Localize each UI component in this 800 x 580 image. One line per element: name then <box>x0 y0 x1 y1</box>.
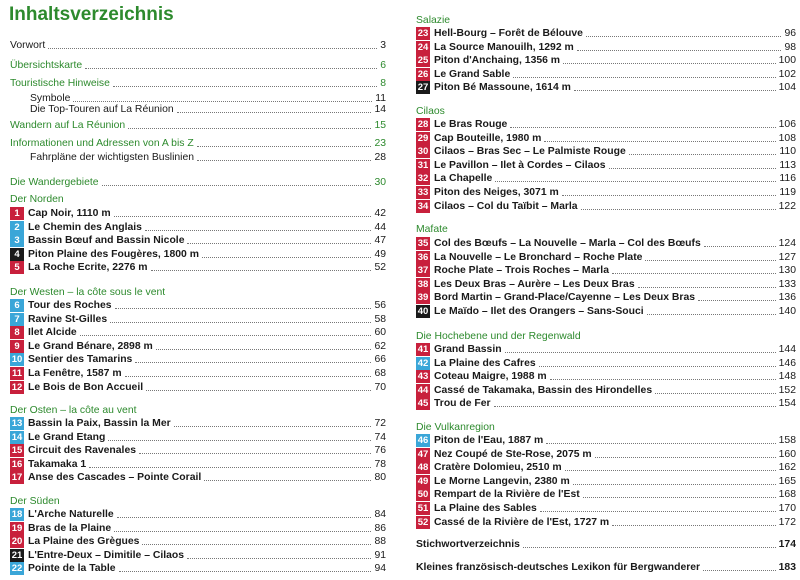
tour-entry <box>416 199 796 214</box>
toc-entry <box>416 560 796 575</box>
tour-entry <box>416 369 796 384</box>
entry-title: Informationen und Adressen von A bis Z <box>10 138 194 149</box>
entry-title: Pointe de la Table <box>28 563 116 574</box>
entry-title: Cassé de la Rivière de l'Est, 1727 m <box>434 517 610 528</box>
leader-dots <box>495 181 776 182</box>
entry-title: Le Pavillon – Ilet à Cordes – Cilaos <box>434 160 606 171</box>
tour-entry <box>416 501 796 516</box>
entry-title: L'Entre-Deux – Dimitile – Cilaos <box>28 550 185 561</box>
tour-entry <box>416 342 796 357</box>
entry-title: Col des Bœufs – La Nouvelle – Marla – Col des Bœufs <box>434 238 701 249</box>
leader-dots <box>612 525 775 526</box>
page-number: 11 <box>375 93 386 104</box>
region-heading: Die Vulkanregion <box>416 422 495 433</box>
leader-dots <box>540 511 776 512</box>
page-number: 160 <box>778 449 796 460</box>
page-number: 100 <box>778 55 796 66</box>
tour-entry <box>416 171 796 186</box>
tour-number-badge: 30 <box>417 146 429 157</box>
leader-dots <box>128 128 371 129</box>
entry-title: Piton des Neiges, 3071 m <box>434 187 559 198</box>
region-heading: Cilaos <box>416 106 445 117</box>
entry-title: Cassé de Takamaka, Bassin des Hirondelles <box>434 385 653 396</box>
toc-entry <box>10 118 386 133</box>
page-number: 183 <box>778 562 796 573</box>
page-number: 170 <box>778 503 796 514</box>
tour-number-badge: 31 <box>417 160 429 171</box>
leader-dots <box>177 112 372 113</box>
tour-number-badge: 3 <box>10 234 24 247</box>
tour-number-badge: 8 <box>10 326 24 339</box>
page-number: 80 <box>374 472 386 483</box>
page-number: 28 <box>374 152 386 163</box>
toc-entry <box>10 175 386 190</box>
page-number: 47 <box>374 235 386 246</box>
toc-entry <box>10 102 386 117</box>
tour-entry <box>416 433 796 448</box>
leader-dots <box>115 308 372 309</box>
tour-entry <box>10 352 386 367</box>
leader-dots <box>539 366 776 367</box>
page-number: 119 <box>779 187 796 198</box>
entry-title: Rempart de la Rivière de l'Est <box>434 489 580 500</box>
tour-number-badge: 44 <box>417 385 429 396</box>
page-number: 154 <box>778 398 796 409</box>
page-number: 58 <box>374 314 386 325</box>
leader-dots <box>586 36 781 37</box>
entry-title: Takamaka 1 <box>28 459 87 470</box>
page-number: 42 <box>374 208 386 219</box>
entry-title: Le Bois de Bon Accueil <box>28 382 144 393</box>
tour-entry <box>10 366 386 381</box>
leader-dots <box>550 379 776 380</box>
leader-dots <box>135 362 371 363</box>
page-number: 133 <box>778 279 796 290</box>
tour-number-badge: 49 <box>417 476 429 487</box>
entry-title: Cilaos – Bras Sec – Le Palmiste Rouge <box>434 146 626 157</box>
tour-entry <box>416 80 796 95</box>
leader-dots <box>609 168 777 169</box>
page-number: 78 <box>374 459 386 470</box>
leader-dots <box>523 547 776 548</box>
page-number: 56 <box>374 300 386 311</box>
tour-number-badge: 50 <box>417 489 429 500</box>
page-number: 165 <box>778 476 796 487</box>
tour-number-badge: 38 <box>417 279 429 290</box>
page-number: 124 <box>778 238 796 249</box>
leader-dots <box>494 406 776 407</box>
tour-entry <box>10 325 386 340</box>
entry-title: Anse des Cascades – Pointe Corail <box>28 472 202 483</box>
page-number: 91 <box>374 550 386 561</box>
tour-number-badge: 25 <box>417 55 429 66</box>
tour-entry <box>416 117 796 132</box>
page-number: 140 <box>778 306 796 317</box>
page-number: 3 <box>380 40 386 51</box>
leader-dots <box>202 257 372 258</box>
tour-entry <box>416 290 796 305</box>
region-heading: Der Westen – la côte sous le vent <box>10 287 166 298</box>
leader-dots <box>513 77 775 78</box>
leader-dots <box>204 480 371 481</box>
tour-entry <box>10 416 386 431</box>
tour-number-badge: 41 <box>417 344 429 355</box>
entry-title: Tour des Roches <box>28 300 112 311</box>
leader-dots <box>145 230 372 231</box>
entry-title: Cap Noir, 1110 m <box>28 208 111 219</box>
page-number: 168 <box>778 489 796 500</box>
entry-title: Wandern auf La Réunion <box>10 120 126 131</box>
leader-dots <box>139 453 371 454</box>
tour-entry <box>10 470 386 485</box>
leader-dots <box>544 141 775 142</box>
entry-title: Bras de la Plaine <box>28 523 112 534</box>
leader-dots <box>581 209 776 210</box>
entry-title: La Plaine des Grègues <box>28 536 140 547</box>
leader-dots <box>174 426 372 427</box>
toc-entry <box>10 38 386 53</box>
tour-number-badge: 4 <box>10 248 24 261</box>
entry-title: Touristische Hinweise <box>10 78 110 89</box>
leader-dots <box>647 314 776 315</box>
tour-number-badge: 43 <box>417 371 429 382</box>
page-number: 88 <box>374 536 386 547</box>
entry-title: Cilaos – Col du Taïbit – Marla <box>434 201 578 212</box>
leader-dots <box>573 484 776 485</box>
tour-number-badge: 20 <box>11 536 23 547</box>
tour-entry <box>10 443 386 458</box>
tour-entry <box>10 233 386 248</box>
entry-title: La Plaine des Cafres <box>434 358 536 369</box>
leader-dots <box>612 273 776 274</box>
leader-dots <box>577 50 782 51</box>
leader-dots <box>638 287 776 288</box>
page-number: 122 <box>778 201 796 212</box>
tour-number-badge: 42 <box>417 358 429 369</box>
entry-title: Le Morne Langevin, 2380 m <box>434 476 570 487</box>
leader-dots <box>114 216 372 217</box>
page-number: 66 <box>374 354 386 365</box>
tour-number-badge: 6 <box>10 299 24 312</box>
entry-title: Ilet Alcide <box>28 327 77 338</box>
page-number: 8 <box>380 78 386 89</box>
leader-dots <box>510 127 775 128</box>
entry-title: Bassin Bœuf and Bassin Nicole <box>28 235 185 246</box>
entry-title: Le Bras Rouge <box>434 119 508 130</box>
leader-dots <box>698 300 776 301</box>
page-number: 162 <box>778 462 796 473</box>
leader-dots <box>80 335 372 336</box>
tour-number-badge: 12 <box>11 382 23 393</box>
entry-title: Piton Plaine des Fougères, 1800 m <box>28 249 199 260</box>
tour-entry <box>10 206 386 221</box>
entry-title: Nez Coupé de Ste-Rose, 2075 m <box>434 449 592 460</box>
entry-title: Le Grand Etang <box>28 432 106 443</box>
page-title: Inhaltsverzeichnis <box>9 4 174 25</box>
toc-entry <box>10 136 386 151</box>
tour-entry <box>416 144 796 159</box>
tour-number-badge: 5 <box>10 261 24 274</box>
leader-dots <box>187 558 371 559</box>
page-number: 144 <box>778 344 796 355</box>
tour-number-badge: 13 <box>11 418 23 429</box>
toc-entry <box>10 76 386 91</box>
tour-number-badge: 39 <box>417 292 429 303</box>
entry-title: Le Grand Bénare, 2898 m <box>28 341 153 352</box>
leader-dots <box>114 531 371 532</box>
tour-number-badge: 19 <box>11 523 23 534</box>
tour-number-badge: 14 <box>11 432 23 443</box>
tour-number-badge: 15 <box>11 445 23 456</box>
tour-entry <box>10 260 386 275</box>
region-heading: Salazie <box>416 15 451 26</box>
leader-dots <box>595 457 776 458</box>
tour-entry <box>416 304 796 319</box>
region-heading: Die Hochebene und der Regenwald <box>416 331 581 342</box>
entry-title: La Chapelle <box>434 173 493 184</box>
tour-number-badge: 32 <box>417 173 429 184</box>
page-number: 84 <box>374 509 386 520</box>
tour-number-badge: 7 <box>10 313 24 326</box>
tour-number-badge: 29 <box>417 133 429 144</box>
entry-title: Circuit des Ravenales <box>28 445 136 456</box>
entry-title: Fahrpläne der wichtigsten Buslinien <box>30 152 195 163</box>
entry-title: Piton Bé Massoune, 1614 m <box>434 82 571 93</box>
entry-title: L'Arche Naturelle <box>28 509 114 520</box>
page-number: 62 <box>374 341 386 352</box>
leader-dots <box>574 90 776 91</box>
leader-dots <box>546 443 775 444</box>
page-number: 23 <box>374 138 386 149</box>
tour-entry <box>10 298 386 313</box>
page-number: 116 <box>779 173 796 184</box>
page-number: 127 <box>778 252 796 263</box>
tour-number-badge: 34 <box>417 201 429 212</box>
entry-title: Grand Bassin <box>434 344 502 355</box>
page-number: 86 <box>374 523 386 534</box>
tour-number-badge: 11 <box>11 368 23 379</box>
leader-dots <box>197 146 372 147</box>
leader-dots <box>89 467 371 468</box>
tour-entry <box>10 561 386 576</box>
page-number: 15 <box>374 120 386 131</box>
tour-number-badge: 21 <box>11 550 23 561</box>
leader-dots <box>505 352 776 353</box>
page-number: 70 <box>374 382 386 393</box>
tour-number-badge: 48 <box>417 462 429 473</box>
leader-dots <box>562 195 777 196</box>
leader-dots <box>197 160 371 161</box>
leader-dots <box>704 246 776 247</box>
tour-number-badge: 24 <box>417 42 429 53</box>
page-number: 110 <box>779 146 796 157</box>
entry-title: La Plaine des Sables <box>434 503 537 514</box>
page-number: 76 <box>374 445 386 456</box>
tour-number-badge: 2 <box>10 221 24 234</box>
leader-dots <box>563 63 776 64</box>
entry-title: Le Maïdo – Ilet des Orangers – Sans-Souci <box>434 306 644 317</box>
tour-entry <box>416 53 796 68</box>
entry-title: Ravine St-Gilles <box>28 314 108 325</box>
page-number: 30 <box>374 177 386 188</box>
leader-dots <box>645 260 775 261</box>
tour-entry <box>416 460 796 475</box>
leader-dots <box>629 154 777 155</box>
page-number: 172 <box>778 517 796 528</box>
entry-title: Bassin la Paix, Bassin la Mer <box>28 418 171 429</box>
page-number: 74 <box>374 432 386 443</box>
entry-title: Le Chemin des Anglais <box>28 222 142 233</box>
leader-dots <box>102 185 372 186</box>
tour-number-badge: 16 <box>11 459 23 470</box>
tour-entry <box>416 396 796 411</box>
entry-title: Piton d'Anchaing, 1356 m <box>434 55 561 66</box>
tour-entry <box>416 185 796 200</box>
entry-title: Die Wandergebiete <box>10 177 99 188</box>
leader-dots <box>110 322 371 323</box>
leader-dots <box>113 86 377 87</box>
leader-dots <box>142 544 371 545</box>
tour-number-badge: 17 <box>11 472 23 483</box>
page-number: 113 <box>779 160 796 171</box>
page-number: 44 <box>374 222 386 233</box>
tour-number-badge: 26 <box>417 69 429 80</box>
leader-dots <box>48 48 377 49</box>
toc-entry <box>10 150 386 165</box>
tour-number-badge: 22 <box>11 563 23 574</box>
entry-title: La Nouvelle – Le Bronchard – Roche Plate <box>434 252 643 263</box>
region-heading: Der Osten – la côte au vent <box>10 405 137 416</box>
tour-number-badge: 1 <box>10 207 24 220</box>
page-number: 52 <box>374 262 386 273</box>
entry-title: La Roche Ecrite, 2276 m <box>28 262 148 273</box>
leader-dots <box>565 470 776 471</box>
page-number: 68 <box>374 368 386 379</box>
page-number: 14 <box>374 104 386 115</box>
page-number: 98 <box>784 42 796 53</box>
region-heading: Der Norden <box>10 194 64 205</box>
entry-title: Hell-Bourg – Forêt de Bélouve <box>434 28 583 39</box>
page-number: 130 <box>778 265 796 276</box>
tour-entry <box>416 236 796 251</box>
page-number: 102 <box>778 69 796 80</box>
entry-title: Kleines französisch-deutsches Lexikon für Bergwanderer <box>416 562 701 573</box>
tour-number-badge: 35 <box>417 238 429 249</box>
tour-number-badge: 33 <box>417 187 429 198</box>
page-number: 152 <box>778 385 796 396</box>
leader-dots <box>117 517 372 518</box>
page-number: 108 <box>778 133 796 144</box>
page-number: 96 <box>784 28 796 39</box>
tour-number-badge: 37 <box>417 265 429 276</box>
tour-entry <box>10 507 386 522</box>
page-number: 60 <box>374 327 386 338</box>
page-number: 49 <box>374 249 386 260</box>
entry-title: Übersichtskarte <box>10 60 83 71</box>
tour-number-badge: 40 <box>417 306 429 317</box>
entry-title: Trou de Fer <box>434 398 491 409</box>
entry-title: Cratère Dolomieu, 2510 m <box>434 462 562 473</box>
leader-dots <box>108 440 371 441</box>
tour-number-badge: 52 <box>417 517 429 528</box>
entry-title: Bord Martin – Grand-Place/Cayenne – Les Deux Bras <box>434 292 696 303</box>
tour-number-badge: 9 <box>10 340 24 353</box>
entry-title: Sentier des Tamarins <box>28 354 133 365</box>
tour-number-badge: 28 <box>417 119 429 130</box>
entry-title: Roche Plate – Trois Roches – Marla <box>434 265 609 276</box>
entry-title: Les Deux Bras – Aurère – Les Deux Bras <box>434 279 635 290</box>
leader-dots <box>583 497 776 498</box>
tour-entry <box>416 263 796 278</box>
tour-entry <box>416 515 796 530</box>
entry-title: La Fenêtre, 1587 m <box>28 368 122 379</box>
leader-dots <box>85 68 377 69</box>
leader-dots <box>151 270 372 271</box>
entry-title: Stichwortverzeichnis <box>416 539 520 550</box>
page-number: 6 <box>380 60 386 71</box>
tour-number-badge: 27 <box>417 82 429 93</box>
page-number: 146 <box>778 358 796 369</box>
page-number: 104 <box>778 82 796 93</box>
page-number: 174 <box>778 539 796 550</box>
page-number: 94 <box>374 563 386 574</box>
tour-entry <box>10 534 386 549</box>
entry-title: Vorwort <box>10 40 46 51</box>
region-heading: Mafate <box>416 224 448 235</box>
entry-title: Le Grand Sable <box>434 69 511 80</box>
page-number: 148 <box>778 371 796 382</box>
leader-dots <box>703 570 776 571</box>
tour-number-badge: 47 <box>417 449 429 460</box>
toc-entry <box>10 58 386 73</box>
toc-entry <box>416 537 796 552</box>
leader-dots <box>655 393 776 394</box>
page-number: 136 <box>778 292 796 303</box>
entry-title: Piton de l'Eau, 1887 m <box>434 435 544 446</box>
tour-number-badge: 51 <box>417 503 429 514</box>
entry-title: La Source Manouilh, 1292 m <box>434 42 574 53</box>
leader-dots <box>187 243 371 244</box>
tour-number-badge: 46 <box>417 435 429 446</box>
leader-dots <box>125 376 372 377</box>
tour-number-badge: 45 <box>417 398 429 409</box>
entry-title: Symbole <box>30 93 71 104</box>
tour-number-badge: 10 <box>11 354 23 365</box>
leader-dots <box>156 349 372 350</box>
leader-dots <box>119 571 372 572</box>
page-number: 158 <box>778 435 796 446</box>
tour-number-badge: 18 <box>11 509 23 520</box>
tour-entry <box>416 487 796 502</box>
tour-number-badge: 36 <box>417 252 429 263</box>
region-heading: Der Süden <box>10 496 60 507</box>
entry-title: Coteau Maigre, 1988 m <box>434 371 547 382</box>
leader-dots <box>146 390 371 391</box>
page-number: 106 <box>778 119 796 130</box>
page-number: 72 <box>374 418 386 429</box>
entry-title: Cap Bouteille, 1980 m <box>434 133 542 144</box>
tour-number-badge: 23 <box>417 28 429 39</box>
tour-entry <box>10 380 386 395</box>
entry-title: Die Top-Touren auf La Réunion <box>30 104 174 115</box>
tour-entry <box>416 26 796 41</box>
